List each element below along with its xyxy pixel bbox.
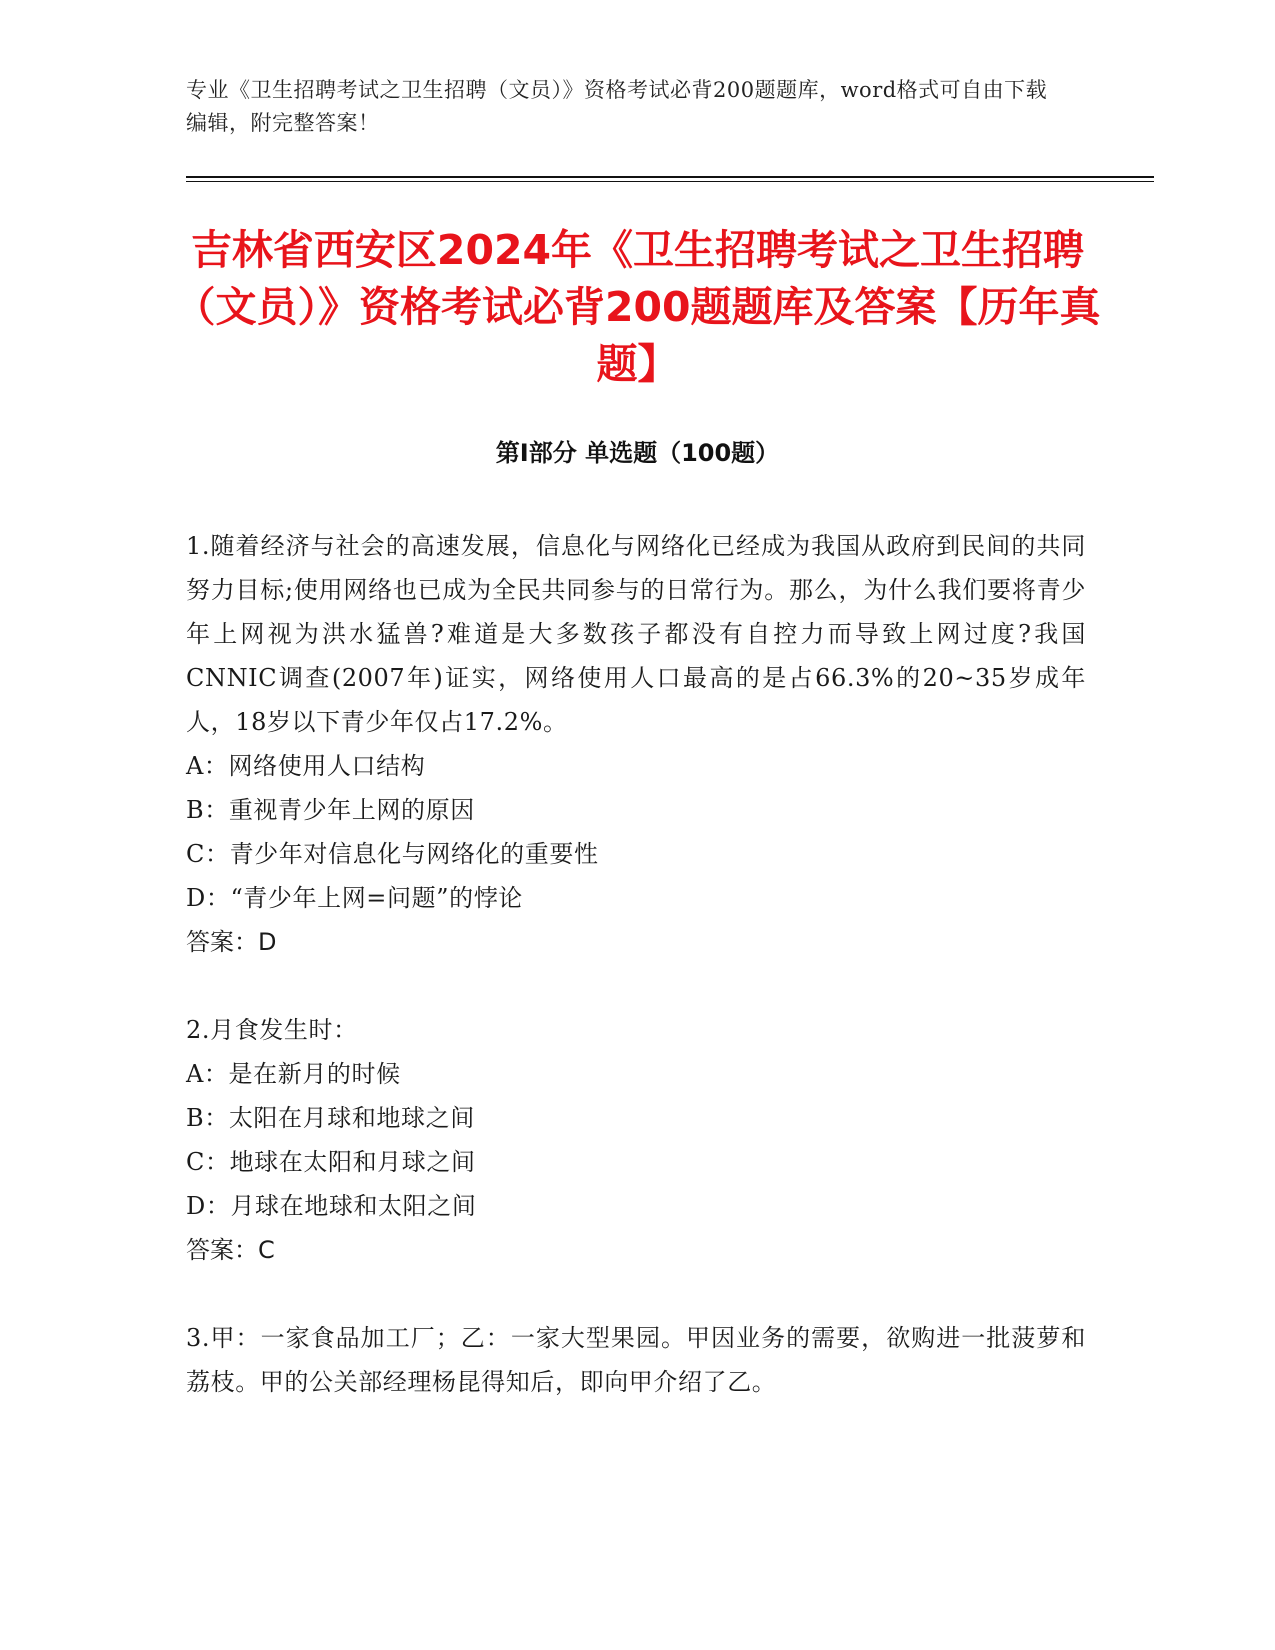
- header-divider-thin: [186, 181, 1154, 182]
- answer: 答案：C: [186, 1236, 275, 1264]
- question-3: [186, 1316, 1086, 1404]
- option-c: C：地球在太阳和月球之间: [186, 1148, 476, 1176]
- header-divider: [186, 176, 1154, 178]
- option-b: B：重视青少年上网的原因: [186, 796, 475, 824]
- option-c: C：青少年对信息化与网络化的重要性: [186, 840, 599, 868]
- question-1: [186, 524, 1086, 964]
- document-title: 吉林省西安区2024年《卫生招聘考试之卫生招聘（文员）》资格考试必背200题题库及答案【历年真题】: [174, 226, 1101, 388]
- answer: 答案：D: [186, 928, 277, 956]
- header-note: 专业《卫生招聘考试之卫生招聘（文员）》资格考试必背200题题库，word格式可自由下载编辑，附完整答案！: [186, 78, 1048, 135]
- question-stem: 3.甲：一家食品加工厂；乙：一家大型果园。甲因业务的需要，欲购进一批菠萝和荔枝。甲的公关部经理杨昆得知后，即向甲介绍了乙。: [186, 1324, 1086, 1396]
- option-d: D：月球在地球和太阳之间: [186, 1192, 477, 1220]
- option-a: A：网络使用人口结构: [186, 752, 426, 780]
- option-b: B：太阳在月球和地球之间: [186, 1104, 475, 1132]
- option-d: D：“青少年上网=问题”的悖论: [186, 884, 523, 912]
- section-heading: 第Ⅰ部分 单选题（100题）: [495, 439, 780, 467]
- question-stem: 1.随着经济与社会的高速发展，信息化与网络化已经成为我国从政府到民间的共同努力目标;使用网络也已成为全民共同参与的日常行为。那么，为什么我们要将青少年上网视为洪水猛兽?难道是大多数孩子都没有自控力而导致上网过度?我国CNNIC调查(2007年)证实，网络使用人口最高的是占66.3%的20~35岁成年人，18岁以下青少年仅占17.2%。: [186, 532, 1086, 736]
- option-a: A：是在新月的时候: [186, 1060, 401, 1088]
- question-stem: 2.月食发生时：: [186, 1016, 358, 1044]
- question-2: [186, 1008, 1086, 1272]
- question-list: [186, 524, 1086, 1448]
